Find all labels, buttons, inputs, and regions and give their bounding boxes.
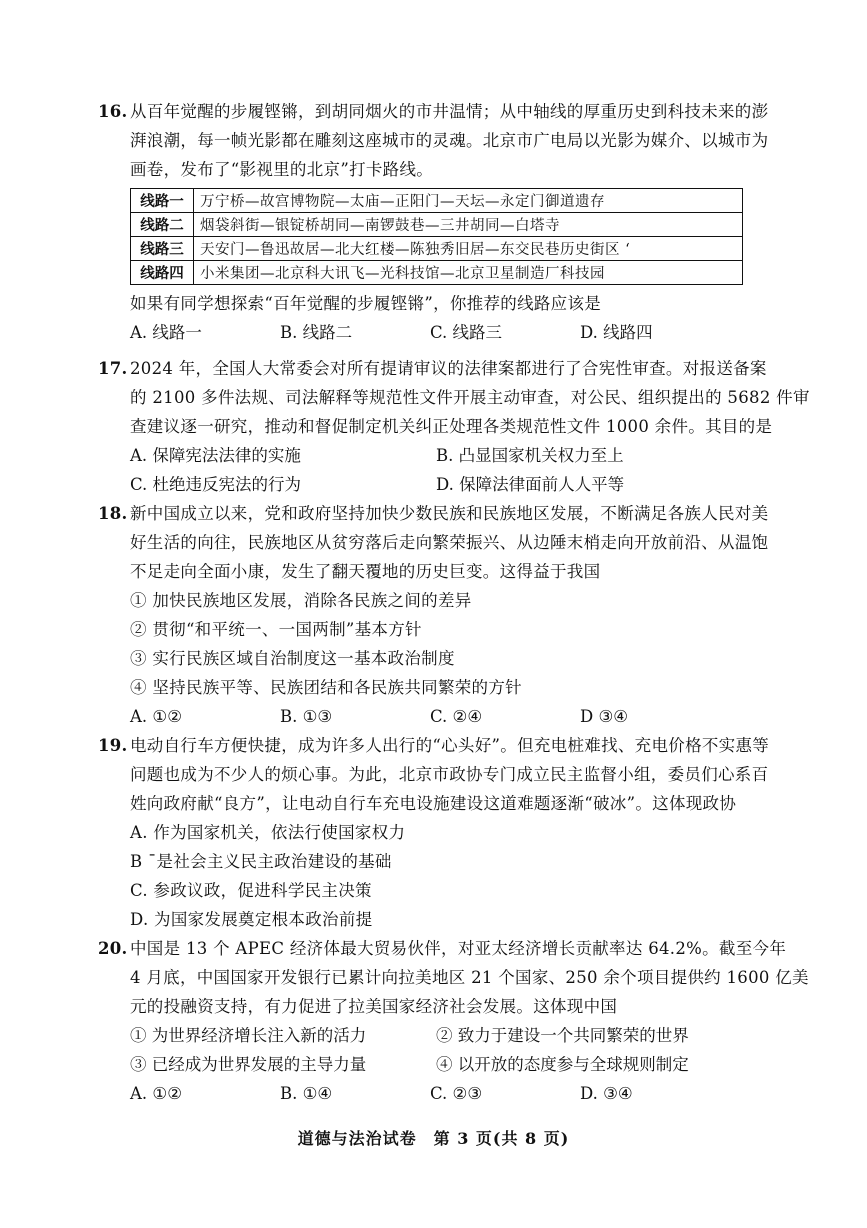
question-20 [98, 934, 809, 1108]
option-c: C. 杜绝违反宪法的行为 [130, 475, 302, 494]
question-number: 17. [98, 359, 128, 378]
option-a: A. ①② [130, 1084, 182, 1103]
option-b: B. 线路二 [280, 323, 353, 342]
table-row [131, 189, 743, 213]
option-a: A. 保障宪法法律的实施 [130, 446, 301, 465]
option-a: A. 线路一 [130, 323, 202, 342]
question-16 [98, 97, 770, 347]
question-text: 画卷，发布了“影视里的北京”打卡路线。 [130, 160, 434, 179]
option-c: C. 参政议政，促进科学民主决策 [130, 881, 372, 900]
statement-item: ③ 实行民族区域自治制度这一基本政治制度 [130, 649, 455, 668]
table-row [131, 237, 743, 261]
question-text: 电动自行车方便快捷，成为许多人出行的“心头好”。但充电桩难找、充电价格不实惠等 [130, 736, 770, 755]
answer-options [98, 441, 770, 470]
route-name: 线路一 [131, 189, 194, 213]
route-stops: 烟袋斜街—银锭桥胡同—南锣鼓巷—三井胡同—白塔寺 [194, 213, 743, 237]
question-text: 好生活的向往，民族地区从贫穷落后走向繁荣振兴、从边陲末梢走向开放前沿、从温饱 [130, 533, 769, 552]
question-text: 中国是 13 个 APEC 经济体最大贸易伙伴，对亚太经济增长贡献率达 64.2%。截至今年 [130, 939, 787, 958]
option-c: C. 线路三 [430, 323, 503, 342]
option-a: A. 作为国家机关，依法行使国家权力 [130, 823, 406, 842]
option-d: D. 线路四 [580, 323, 653, 342]
statement-row [98, 1021, 770, 1050]
route-name: 线路三 [131, 237, 194, 261]
route-name: 线路二 [131, 213, 194, 237]
question-text: 查建议逐一研究，推动和督促制定机关纠正处理各类规范性文件 1000 余件。其目的是 [130, 417, 773, 436]
route-stops: 小米集团—北京科大讯飞—光科技馆—北京卫星制造厂科技园 [194, 261, 743, 285]
question-number: 20. [98, 939, 128, 958]
option-d: D. 为国家发展奠定根本政治前提 [130, 910, 373, 929]
answer-options [98, 318, 770, 347]
question-text: 的 2100 多件法规、司法解释等规范性文件开展主动审查，对公民、组织提出的 5682 件审 [130, 388, 810, 407]
option-b: B. ①③ [280, 707, 333, 726]
answer-options [98, 1079, 770, 1108]
statement-item: ① 加快民族地区发展，消除各民族之间的差异 [130, 591, 472, 610]
answer-options [98, 470, 770, 499]
question-19 [98, 731, 770, 934]
statement-row [98, 1050, 770, 1079]
question-text: 问题也成为不少人的烦心事。为此，北京市政协专门成立民主监督小组，委员们心系百 [130, 765, 769, 784]
statement-item: ④ 坚持民族平等、民族团结和各民族共同繁荣的方针 [130, 678, 522, 697]
question-stem: 如果有同学想探索“百年觉醒的步履铿锵”，你推荐的线路应该是 [130, 294, 602, 313]
answer-options [98, 702, 770, 731]
option-c: C. ②③ [430, 1084, 483, 1103]
option-b: B. ①④ [280, 1084, 333, 1103]
option-d: D. 保障法律面前人人平等 [436, 475, 625, 494]
option-b: B. 凸显国家机关权力至上 [436, 446, 624, 465]
table-row [131, 261, 743, 285]
statement-item: ② 致力于建设一个共同繁荣的世界 [436, 1026, 689, 1045]
statement-item: ③ 已经成为世界发展的主导力量 [130, 1055, 367, 1074]
question-number: 19. [98, 736, 128, 755]
option-b: B ˉ是社会主义民主政治建设的基础 [130, 852, 392, 871]
question-text: 从百年觉醒的步履铿锵，到胡同烟火的市井温情；从中轴线的厚重历史到科技未来的澎 [130, 102, 769, 121]
question-17 [98, 354, 810, 499]
question-text: 2024 年，全国人大常委会对所有提请审议的法律案都进行了合宪性审查。对报送备案 [130, 359, 767, 378]
page-footer: 道德与法治试卷 第 3 页(共 8 页) [297, 1129, 570, 1148]
question-number: 18. [98, 504, 128, 523]
question-text: 新中国成立以来，党和政府坚持加快少数民族和民族地区发展，不断满足各族人民对美 [130, 504, 769, 523]
routes-table [130, 188, 743, 285]
question-text: 不足走向全面小康，发生了翻天覆地的历史巨变。这得益于我国 [130, 562, 601, 581]
option-d: D. ③④ [580, 1084, 633, 1103]
route-stops: 万宁桥—故宫博物院—太庙—正阳门—天坛—永定门御道遗存 [194, 189, 743, 213]
statement-item: ② 贯彻“和平统一、一国两制”基本方针 [130, 620, 422, 639]
route-name: 线路四 [131, 261, 194, 285]
statement-item: ④ 以开放的态度参与全球规则制定 [436, 1055, 689, 1074]
option-a: A. ①② [130, 707, 182, 726]
question-18 [98, 499, 770, 731]
table-row [131, 213, 743, 237]
option-c: C. ②④ [430, 707, 483, 726]
question-text: 元的投融资支持，有力促进了拉美国家经济社会发展。这体现中国 [130, 997, 618, 1016]
question-text: 姓向政府献“良方”，让电动自行车充电设施建设这道难题逐渐“破冰”。这体现政协 [130, 794, 737, 813]
question-text: 湃浪潮，每一帧光影都在雕刻这座城市的灵魂。北京市广电局以光影为媒介、以城市为 [130, 131, 769, 150]
route-stops: 天安门—鲁迅故居—北大红楼—陈独秀旧居—东交民巷历史街区 ‘ [194, 237, 743, 261]
statement-item: ① 为世界经济增长注入新的活力 [130, 1026, 367, 1045]
option-d: D ③④ [580, 707, 629, 726]
question-number: 16. [98, 102, 128, 121]
question-text: 4 月底，中国国家开发银行已累计向拉美地区 21 个国家、250 余个项目提供约 1600 亿美 [130, 968, 809, 987]
